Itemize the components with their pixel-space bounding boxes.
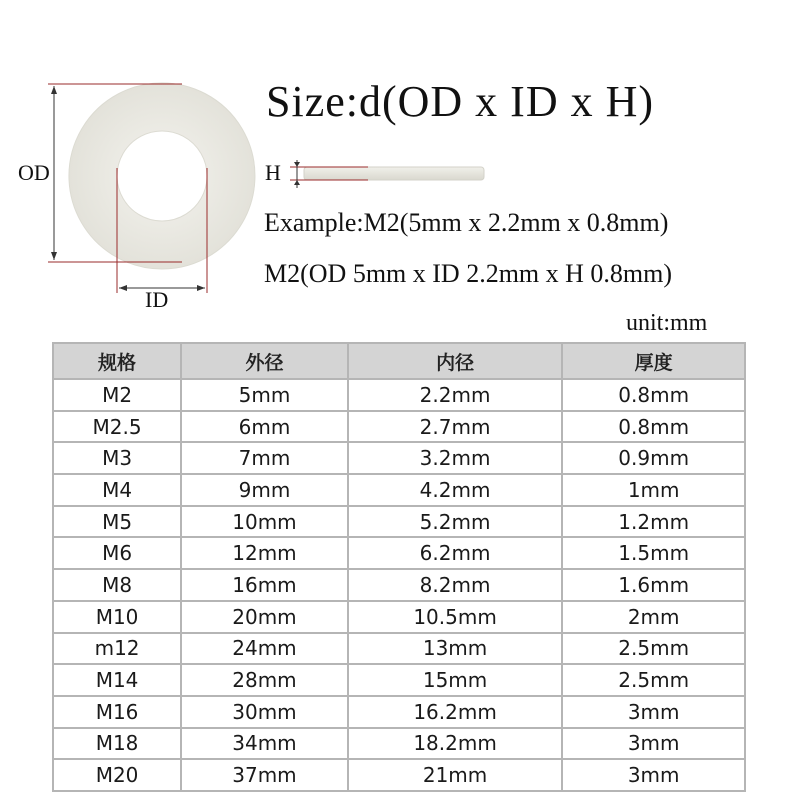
cell-thickness: 0.8mm (562, 411, 745, 443)
cell-thickness: 0.8mm (562, 379, 745, 411)
washer-side-view (304, 167, 484, 180)
cell-inner-diameter: 2.7mm (348, 411, 563, 443)
cell-inner-diameter: 10.5mm (348, 601, 563, 633)
cell-spec: M3 (53, 442, 181, 474)
cell-thickness: 1.6mm (562, 569, 745, 601)
table-row (53, 601, 745, 633)
size-title: Size:d(OD x ID x H) (266, 77, 655, 126)
cell-thickness: 2.5mm (562, 633, 745, 665)
cell-outer-diameter: 7mm (181, 442, 348, 474)
cell-spec: M18 (53, 728, 181, 760)
cell-spec: M2 (53, 379, 181, 411)
cell-spec: M6 (53, 537, 181, 569)
cell-thickness: 3mm (562, 728, 745, 760)
table-row (53, 696, 745, 728)
cell-outer-diameter: 12mm (181, 537, 348, 569)
cell-outer-diameter: 16mm (181, 569, 348, 601)
header-thickness: 厚度 (562, 343, 745, 379)
cell-outer-diameter: 24mm (181, 633, 348, 665)
cell-spec: M16 (53, 696, 181, 728)
table-row (53, 411, 745, 443)
cell-thickness: 1.5mm (562, 537, 745, 569)
cell-thickness: 2mm (562, 601, 745, 633)
cell-inner-diameter: 2.2mm (348, 379, 563, 411)
h-label: H (265, 160, 281, 185)
table-row (53, 759, 745, 791)
cell-spec: M8 (53, 569, 181, 601)
example-line-1: Example:M2(5mm x 2.2mm x 0.8mm) (264, 208, 669, 237)
cell-spec: m12 (53, 633, 181, 665)
cell-inner-diameter: 5.2mm (348, 506, 563, 538)
table-row (53, 442, 745, 474)
cell-outer-diameter: 5mm (181, 379, 348, 411)
cell-thickness: 3mm (562, 696, 745, 728)
cell-inner-diameter: 6.2mm (348, 537, 563, 569)
cell-thickness: 0.9mm (562, 442, 745, 474)
id-label: ID (145, 287, 169, 312)
cell-inner-diameter: 4.2mm (348, 474, 563, 506)
table-row (53, 728, 745, 760)
cell-outer-diameter: 20mm (181, 601, 348, 633)
cell-outer-diameter: 30mm (181, 696, 348, 728)
table-row (53, 474, 745, 506)
cell-thickness: 2.5mm (562, 664, 745, 696)
cell-outer-diameter: 28mm (181, 664, 348, 696)
od-label: OD (18, 160, 50, 185)
cell-inner-diameter: 21mm (348, 759, 563, 791)
header-spec: 规格 (53, 343, 181, 379)
cell-outer-diameter: 34mm (181, 728, 348, 760)
table-row (53, 633, 745, 665)
table-row (53, 664, 745, 696)
cell-spec: M5 (53, 506, 181, 538)
cell-outer-diameter: 9mm (181, 474, 348, 506)
cell-spec: M10 (53, 601, 181, 633)
table-row (53, 537, 745, 569)
size-table (52, 342, 746, 792)
cell-thickness: 3mm (562, 759, 745, 791)
table-row (53, 379, 745, 411)
cell-inner-diameter: 3.2mm (348, 442, 563, 474)
cell-inner-diameter: 18.2mm (348, 728, 563, 760)
cell-thickness: 1mm (562, 474, 745, 506)
cell-outer-diameter: 10mm (181, 506, 348, 538)
cell-spec: M2.5 (53, 411, 181, 443)
cell-inner-diameter: 8.2mm (348, 569, 563, 601)
table-row (53, 569, 745, 601)
table-header-row (53, 343, 745, 379)
unit-label: unit:mm (626, 310, 708, 336)
cell-spec: M20 (53, 759, 181, 791)
washer-dimension-diagram (0, 0, 800, 340)
cell-inner-diameter: 16.2mm (348, 696, 563, 728)
cell-inner-diameter: 13mm (348, 633, 563, 665)
cell-outer-diameter: 37mm (181, 759, 348, 791)
washer-ring (69, 83, 255, 269)
cell-spec: M4 (53, 474, 181, 506)
header-outer-diameter: 外径 (181, 343, 348, 379)
header-inner-diameter: 内径 (348, 343, 563, 379)
cell-inner-diameter: 15mm (348, 664, 563, 696)
table-row (53, 506, 745, 538)
cell-outer-diameter: 6mm (181, 411, 348, 443)
cell-thickness: 1.2mm (562, 506, 745, 538)
cell-spec: M14 (53, 664, 181, 696)
example-line-2: M2(OD 5mm x ID 2.2mm x H 0.8mm) (264, 259, 673, 288)
